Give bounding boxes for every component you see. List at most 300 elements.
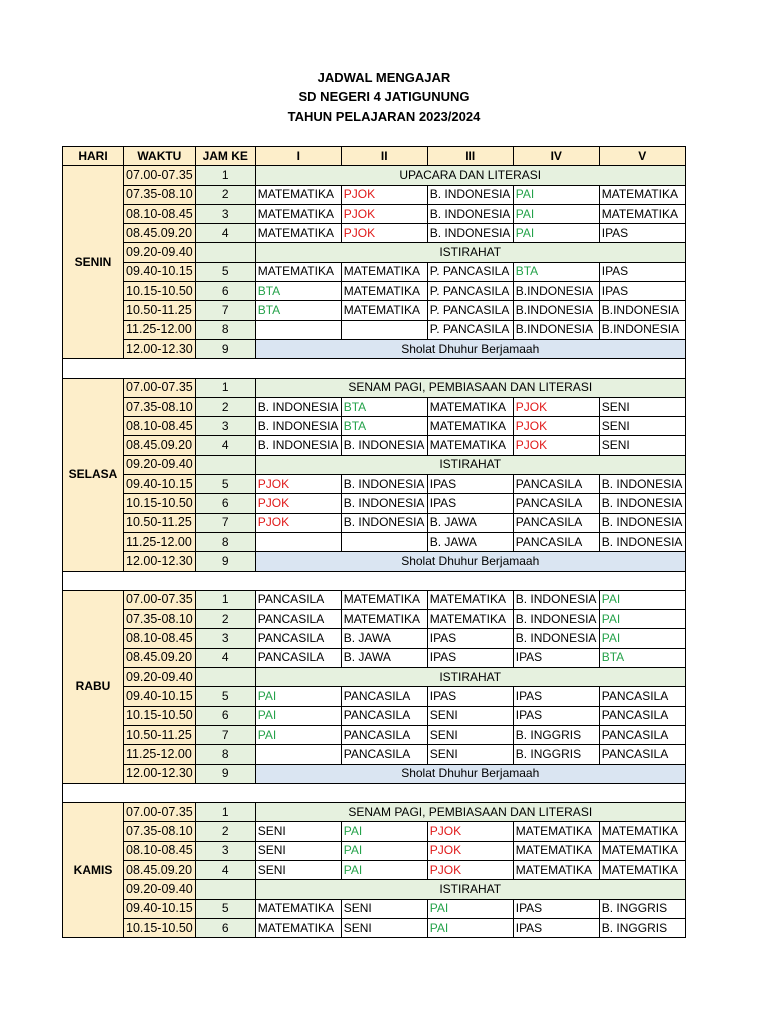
subject-cell (255, 745, 341, 764)
schedule-row (63, 436, 686, 455)
subject-cell (427, 224, 513, 243)
subject-cell (427, 610, 513, 629)
day-cell: SENIN (63, 166, 124, 359)
subject-label: PANCASILA (257, 611, 325, 626)
period-cell: 4 (195, 224, 255, 243)
subject-cell (255, 320, 341, 339)
schedule-row (63, 880, 686, 899)
subject-label: MATEMATIKA (601, 843, 678, 858)
subject-label: B. INDONESIA (257, 418, 339, 433)
subject-cell (255, 397, 341, 416)
subject-cell (599, 282, 685, 301)
period-cell: 2 (195, 185, 255, 204)
schedule-row (63, 513, 686, 532)
subject-cell (513, 513, 599, 532)
subject-label: SENI (343, 901, 372, 916)
subject-label: B. INGGRIS (515, 746, 582, 761)
subject-label: PAI (515, 225, 535, 240)
subject-label: B. JAWA (429, 534, 477, 549)
subject-label: B. INDONESIA (429, 187, 511, 202)
header-class-2: II (341, 147, 427, 166)
subject-label: PAI (343, 824, 363, 839)
time-cell: 11.25-12.00 (124, 532, 196, 551)
subject-label: MATEMATIKA (429, 399, 506, 414)
subject-cell (255, 417, 341, 436)
period-cell (195, 455, 255, 474)
subject-label: MATEMATIKA (429, 418, 506, 433)
schedule-row (63, 282, 686, 301)
time-cell: 07.00-07.35 (124, 166, 196, 185)
subject-label: PJOK (515, 399, 548, 414)
subject-cell (427, 725, 513, 744)
subject-cell (427, 282, 513, 301)
subject-cell (341, 899, 427, 918)
time-cell: 10.15-10.50 (124, 918, 196, 937)
spacer-cell (63, 783, 686, 802)
time-cell: 11.25-12.00 (124, 745, 196, 764)
header-jam-ke: JAM KE (195, 147, 255, 166)
time-cell: 07.00-07.35 (124, 378, 196, 397)
subject-cell (427, 745, 513, 764)
subject-label: PAI (257, 708, 277, 723)
subject-cell (341, 745, 427, 764)
subject-label: BTA (343, 399, 367, 414)
prayer-row (63, 339, 686, 358)
header-class-1: I (255, 147, 341, 166)
subject-label: PJOK (257, 515, 290, 530)
schedule-row (63, 629, 686, 648)
subject-label: PJOK (343, 225, 376, 240)
subject-label: PJOK (429, 862, 462, 877)
subject-label: IPAS (515, 901, 543, 916)
time-cell: 12.00-12.30 (124, 339, 196, 358)
schedule-row (63, 706, 686, 725)
schedule-row (63, 475, 686, 494)
subject-cell (427, 841, 513, 860)
period-cell (195, 668, 255, 687)
subject-cell (427, 860, 513, 879)
header-class-5: V (599, 147, 685, 166)
title-line-1: JADWAL MENGAJAR (317, 70, 451, 85)
period-cell: 4 (195, 860, 255, 879)
subject-label: B. INDONESIA (515, 592, 597, 607)
subject-label: MATEMATIKA (429, 611, 506, 626)
subject-cell (427, 706, 513, 725)
subject-label: MATEMATIKA (257, 264, 334, 279)
subject-label: B. JAWA (429, 515, 477, 530)
subject-cell (341, 629, 427, 648)
subject-cell (599, 648, 685, 667)
activity-cell: ISTIRAHAT (255, 243, 685, 262)
subject-label: B.INDONESIA (601, 303, 680, 318)
subject-label: PANCASILA (257, 631, 325, 646)
subject-label: PJOK (515, 438, 548, 453)
subject-cell (599, 262, 685, 281)
time-cell: 09.40-10.15 (124, 899, 196, 918)
subject-label: B. INDONESIA (343, 438, 425, 453)
period-cell: 1 (195, 803, 255, 822)
subject-label: B. INGGRIS (515, 727, 582, 742)
schedule-row (63, 455, 686, 474)
subject-cell (255, 610, 341, 629)
subject-label: PANCASILA (257, 592, 325, 607)
prayer-row (63, 764, 686, 783)
period-cell: 1 (195, 166, 255, 185)
time-cell: 10.50-11.25 (124, 513, 196, 532)
subject-label: PAI (343, 862, 363, 877)
time-cell: 07.00-07.35 (124, 590, 196, 609)
subject-label: MATEMATIKA (601, 824, 678, 839)
time-cell: 08.10-08.45 (124, 204, 196, 223)
time-cell: 10.15-10.50 (124, 282, 196, 301)
subject-cell (255, 475, 341, 494)
period-cell (195, 880, 255, 899)
time-cell: 08.10-08.45 (124, 629, 196, 648)
subject-cell (427, 822, 513, 841)
subject-cell (341, 706, 427, 725)
subject-cell (427, 320, 513, 339)
subject-cell (255, 841, 341, 860)
subject-label: PANCASILA (343, 727, 411, 742)
schedule-row (63, 610, 686, 629)
schedule-row (63, 841, 686, 860)
subject-label: SENI (601, 399, 630, 414)
subject-cell (513, 204, 599, 223)
subject-cell (599, 185, 685, 204)
spacer-row (63, 359, 686, 378)
subject-cell (255, 282, 341, 301)
subject-label: B. INDONESIA (515, 611, 597, 626)
subject-cell (341, 610, 427, 629)
subject-label: MATEMATIKA (515, 843, 592, 858)
subject-label: MATEMATIKA (601, 862, 678, 877)
subject-cell (599, 687, 685, 706)
prayer-cell: Sholat Dhuhur Berjamaah (255, 764, 685, 783)
subject-label: MATEMATIKA (257, 206, 334, 221)
subject-cell (341, 494, 427, 513)
subject-label: PANCASILA (601, 688, 669, 703)
subject-cell (513, 494, 599, 513)
subject-cell (341, 590, 427, 609)
subject-label: SENI (601, 438, 630, 453)
subject-label: P. PANCASILA (429, 322, 510, 337)
subject-cell (341, 436, 427, 455)
subject-cell (341, 417, 427, 436)
schedule-row (63, 494, 686, 513)
schedule-row (63, 822, 686, 841)
subject-label: IPAS (515, 920, 543, 935)
subject-label: BTA (257, 303, 281, 318)
schedule-row (63, 725, 686, 744)
schedule-row (63, 532, 686, 551)
spacer-cell (63, 359, 686, 378)
subject-cell (427, 918, 513, 937)
schedule-row (63, 860, 686, 879)
subject-cell (427, 185, 513, 204)
subject-cell (427, 417, 513, 436)
time-cell: 09.20-09.40 (124, 880, 196, 899)
subject-cell (599, 590, 685, 609)
subject-cell (255, 687, 341, 706)
subject-cell (599, 301, 685, 320)
spacer-cell (63, 571, 686, 590)
subject-label: SENI (343, 920, 372, 935)
subject-cell (255, 918, 341, 937)
activity-cell: SENAM PAGI, PEMBIASAAN DAN LITERASI (255, 378, 685, 397)
subject-label: PANCASILA (343, 746, 411, 761)
subject-label: B.INDONESIA (515, 303, 594, 318)
schedule-row (63, 745, 686, 764)
subject-label: SENI (429, 727, 458, 742)
header-hari: HARI (63, 147, 124, 166)
time-cell: 07.00-07.35 (124, 803, 196, 822)
period-cell: 3 (195, 204, 255, 223)
subject-cell (599, 475, 685, 494)
prayer-cell: Sholat Dhuhur Berjamaah (255, 552, 685, 571)
subject-cell (513, 185, 599, 204)
subject-label: MATEMATIKA (515, 862, 592, 877)
subject-label: MATEMATIKA (601, 187, 678, 202)
time-cell: 09.20-09.40 (124, 668, 196, 687)
subject-cell (599, 918, 685, 937)
subject-cell (513, 629, 599, 648)
subject-cell (427, 899, 513, 918)
subject-label: B. INDONESIA (429, 225, 511, 240)
subject-label: B. INDONESIA (343, 515, 425, 530)
subject-cell (427, 513, 513, 532)
time-cell: 09.40-10.15 (124, 262, 196, 281)
day-cell: RABU (63, 590, 124, 783)
subject-label: IPAS (515, 708, 543, 723)
time-cell: 11.25-12.00 (124, 320, 196, 339)
subject-cell (255, 436, 341, 455)
period-cell (195, 243, 255, 262)
subject-label: PAI (515, 206, 535, 221)
subject-label: P. PANCASILA (429, 283, 510, 298)
schedule-row (63, 648, 686, 667)
subject-cell (513, 224, 599, 243)
subject-cell (513, 301, 599, 320)
subject-cell (427, 301, 513, 320)
subject-cell (255, 224, 341, 243)
day-cell: SELASA (63, 378, 124, 571)
subject-cell (341, 648, 427, 667)
subject-cell (599, 436, 685, 455)
subject-label: PAI (429, 901, 449, 916)
schedule-row (63, 417, 686, 436)
subject-cell (513, 475, 599, 494)
subject-label: IPAS (429, 688, 457, 703)
subject-cell (599, 532, 685, 551)
time-cell: 07.35-08.10 (124, 610, 196, 629)
time-cell: 09.20-09.40 (124, 243, 196, 262)
day-cell: KAMIS (63, 803, 124, 938)
prayer-row (63, 552, 686, 571)
title-line-2: SD NEGERI 4 JATIGUNUNG (298, 89, 470, 104)
subject-cell (513, 899, 599, 918)
subject-cell (255, 513, 341, 532)
subject-cell (599, 204, 685, 223)
subject-label: PAI (429, 920, 449, 935)
subject-cell (255, 725, 341, 744)
subject-cell (255, 899, 341, 918)
period-cell: 2 (195, 397, 255, 416)
subject-label: PANCASILA (515, 515, 583, 530)
header-class-3: III (427, 147, 513, 166)
activity-cell: ISTIRAHAT (255, 668, 685, 687)
header-class-4: IV (513, 147, 599, 166)
time-cell: 12.00-12.30 (124, 552, 196, 571)
subject-label: P. PANCASILA (429, 264, 510, 279)
spacer-row (63, 783, 686, 802)
time-cell: 09.20-09.40 (124, 455, 196, 474)
period-cell: 7 (195, 513, 255, 532)
schedule-row (63, 224, 686, 243)
subject-cell (255, 185, 341, 204)
header-row (63, 147, 686, 166)
subject-cell (513, 590, 599, 609)
subject-cell (255, 301, 341, 320)
subject-cell (599, 224, 685, 243)
subject-label: P. PANCASILA (429, 303, 510, 318)
subject-cell (513, 841, 599, 860)
subject-label: B. INDONESIA (601, 476, 683, 491)
subject-label: B. INDONESIA (601, 495, 683, 510)
schedule-row (63, 166, 686, 185)
subject-cell (599, 822, 685, 841)
subject-cell (341, 320, 427, 339)
schedule-row (63, 262, 686, 281)
subject-label: MATEMATIKA (429, 438, 506, 453)
schedule-row (63, 243, 686, 262)
subject-cell (513, 610, 599, 629)
subject-label: B. INDONESIA (343, 495, 425, 510)
subject-label: IPAS (515, 650, 543, 665)
subject-label: B. INDONESIA (343, 476, 425, 491)
period-cell: 1 (195, 590, 255, 609)
subject-label: B. INDONESIA (601, 515, 683, 530)
subject-label: MATEMATIKA (257, 901, 334, 916)
time-cell: 07.35-08.10 (124, 822, 196, 841)
schedule-row (63, 378, 686, 397)
time-cell: 07.35-08.10 (124, 185, 196, 204)
subject-cell (255, 706, 341, 725)
subject-label: PAI (515, 187, 535, 202)
subject-label: MATEMATIKA (343, 283, 420, 298)
period-cell: 3 (195, 417, 255, 436)
subject-cell (427, 204, 513, 223)
period-cell: 1 (195, 378, 255, 397)
subject-cell (255, 262, 341, 281)
subject-label: SENI (429, 746, 458, 761)
subject-cell (427, 475, 513, 494)
period-cell: 3 (195, 841, 255, 860)
schedule-row (63, 899, 686, 918)
activity-cell: ISTIRAHAT (255, 455, 685, 474)
subject-cell (341, 860, 427, 879)
subject-cell (599, 610, 685, 629)
subject-label: IPAS (429, 631, 457, 646)
subject-label: PAI (601, 631, 621, 646)
subject-cell (513, 725, 599, 744)
time-cell: 08.45.09.20 (124, 436, 196, 455)
subject-label: SENI (601, 418, 630, 433)
subject-cell (341, 262, 427, 281)
subject-cell (599, 629, 685, 648)
subject-label: PANCASILA (515, 534, 583, 549)
subject-cell (341, 185, 427, 204)
time-cell: 08.45.09.20 (124, 648, 196, 667)
subject-cell (427, 648, 513, 667)
schedule-row (63, 397, 686, 416)
subject-cell (427, 687, 513, 706)
subject-label: PJOK (429, 824, 462, 839)
time-cell: 10.15-10.50 (124, 706, 196, 725)
subject-label: IPAS (601, 283, 629, 298)
subject-label: IPAS (601, 225, 629, 240)
subject-label: SENI (257, 862, 286, 877)
subject-label: B.INDONESIA (515, 283, 594, 298)
subject-label: MATEMATIKA (343, 611, 420, 626)
subject-cell (513, 436, 599, 455)
subject-label: PANCASILA (515, 476, 583, 491)
subject-cell (255, 822, 341, 841)
schedule-row (63, 668, 686, 687)
subject-label: MATEMATIKA (257, 920, 334, 935)
subject-label: MATEMATIKA (257, 187, 334, 202)
schedule-row (63, 301, 686, 320)
subject-label: B. INDONESIA (601, 534, 683, 549)
subject-cell (513, 860, 599, 879)
subject-label: MATEMATIKA (343, 303, 420, 318)
subject-label: PAI (601, 611, 621, 626)
subject-cell (341, 224, 427, 243)
subject-cell (341, 475, 427, 494)
subject-cell (255, 494, 341, 513)
subject-label: PAI (257, 688, 277, 703)
subject-cell (513, 648, 599, 667)
subject-cell (341, 397, 427, 416)
header-waktu: WAKTU (124, 147, 196, 166)
subject-cell (427, 532, 513, 551)
subject-cell (513, 706, 599, 725)
subject-cell (427, 436, 513, 455)
activity-cell: UPACARA DAN LITERASI (255, 166, 685, 185)
time-cell: 08.45.09.20 (124, 860, 196, 879)
period-cell: 6 (195, 706, 255, 725)
prayer-cell: Sholat Dhuhur Berjamaah (255, 339, 685, 358)
subject-label: BTA (343, 418, 367, 433)
period-cell: 5 (195, 687, 255, 706)
schedule-row (63, 918, 686, 937)
subject-label: B. INDONESIA (257, 399, 339, 414)
subject-label: IPAS (429, 650, 457, 665)
subject-label: B.INDONESIA (601, 322, 680, 337)
subject-cell (513, 262, 599, 281)
subject-cell (341, 513, 427, 532)
subject-label: BTA (601, 650, 625, 665)
subject-cell (599, 417, 685, 436)
subject-cell (255, 204, 341, 223)
subject-cell (513, 320, 599, 339)
subject-label: SENI (257, 843, 286, 858)
time-cell: 10.50-11.25 (124, 725, 196, 744)
period-cell: 5 (195, 475, 255, 494)
subject-label: B. INDONESIA (429, 206, 511, 221)
subject-label: MATEMATIKA (343, 264, 420, 279)
schedule-table (62, 146, 686, 938)
subject-label: MATEMATIKA (429, 592, 506, 607)
